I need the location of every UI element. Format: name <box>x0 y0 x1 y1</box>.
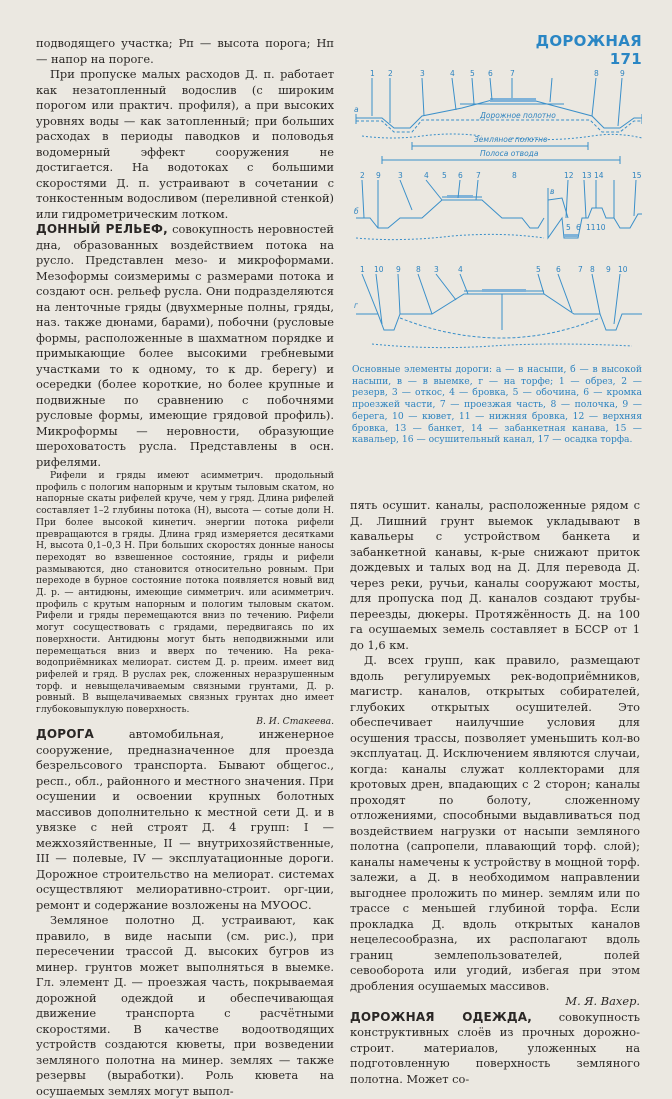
figure-b <box>356 180 544 240</box>
callout-number: 13 <box>582 171 592 180</box>
callout-number: 10 <box>596 223 606 232</box>
figure-letter: г <box>354 301 358 310</box>
label-earth-roadbed: Земляное полотно <box>474 135 548 144</box>
callout-number: 3 <box>420 69 425 78</box>
callout-number: 9 <box>606 265 611 274</box>
callout-number: 9 <box>620 69 625 78</box>
callout-number: 9 <box>376 171 381 180</box>
signature: В. И. Стакеева. <box>256 715 334 727</box>
callout-number: 2 <box>388 69 393 78</box>
entry-road-pavement <box>350 1010 640 1088</box>
callout-number: 6 <box>576 223 581 232</box>
headword: ДОРОЖНАЯ ОДЕЖДА, <box>350 1009 532 1024</box>
callout-number: 5 <box>536 265 541 274</box>
paragraph: подводящего участка; Pп — высота порога; Hп — напор на пороге. <box>36 36 334 66</box>
label-road-surface: Дорожное полотно <box>480 111 556 120</box>
callout-number: 11 <box>586 223 596 232</box>
callout-number: 10 <box>618 265 628 274</box>
callout-number: 6 <box>488 69 493 78</box>
headword: ДОННЫЙ РЕЛЬЕФ, <box>36 222 168 236</box>
figure-letter: а <box>354 105 359 114</box>
paragraph: Д. всех групп, как правило, размещают вдоль регулируемых рек-водоприёмников, магистр. каналов, открытых собирателей, глубоких открытых осушителей. Это обеспечивает наилучшие условия для осушения трассы, позволяет уменьшить кол-во эксплуатац. Д. Исключением являются случаи, когда: каналы служат коллекторами для кротовых дрен, впадающих с 2 сторон; каналы проходят по болоту, сложенному отложениями, способными выдавливаться под воздействием нагрузки от насыпи земляного полотна (сапропели, плавающий торф. слой); каналы намечены к устройству в мощной торф. залежи, а Д. в необходимом направлении выгоднее проложить по минер. землям или по трассе с меньшей глубиной торфа. Если прокладка Д. вдоль открытых каналов нецелесообразна, их располагают вдоль границ землепользователей, полей севооборота или угодий, избегая при этом дробления осушаемых массивов. <box>350 653 640 993</box>
callout-number: 2 <box>360 171 365 180</box>
road-elements-figure <box>352 68 642 358</box>
paragraph: пять осушит. каналы, расположенные рядом с Д. Лишний грунт выемок укладывают в кавальеры с устройством банкета и забанкетной канавы, к-рые снижают приток дождевых и талых вод на Д. Для перевода Д. через реки, ручьи, каналы сооружают мосты, для пропуска под Д. каналов создают трубы-переезды, дюкеры. Протяжённость Д. на 100 га осушаемых земель составляет в БССР от 1 до 1,6 км. <box>350 498 640 652</box>
paragraph: Земляное полотно Д. устраивают, как правило, в виде насыпи (см. рис.), при пересечении трассой Д. высоких бугров из минер. грунтов может выполняться в выемке. Гл. элемент Д. — проезжая часть, покрываемая дорожной одеждой и обеспечивающая движение транспорта с расчётными скоростями. В качестве водоотводящих устройств создаются кюветы, при возведении земляного полотна на минер. землях — также резервы (выработки). Роль кювета на осушаемых землях могут выпол- <box>36 913 334 1098</box>
headword: ДОРОГА <box>36 727 95 742</box>
callout-number: 7 <box>476 171 481 180</box>
callout-number: 10 <box>374 265 384 274</box>
figure-letter: б <box>354 207 359 216</box>
callout-number: 15 <box>632 171 642 180</box>
callout-number: 4 <box>458 265 463 274</box>
small-print: Рифели и гряды имеют асимметрич. продольный профиль с пологим напорным и крутым тыловым скатом, но напорные скаты рифелей круче, чем у гряд. Длина рифелей составляет 1–2 глубины потока (H), высота — сотые доли H. При более высокой кинетич. энергии потока рифели превращаются в гряды. Длина гряд измеряется десятками H, высота 0,1–0,3 H. При больших скоростях донные наносы переходят во взвешенное состояние, гряды и рифели размываются, дно становится относительно ровным. При переходе в бурное состояние потока появляется новый вид Д. р. — антидюны, имеющие симметрич. или асимметрич. профиль с крутым напорным и пологим тыловым скатом. Рифели и гряды перемещаются вниз по течению. Рифели могут сосуществовать с грядами, передвигаясь по их поверхности. Антидюны могут быть неподвижными или перемещаться вниз и вверх по течению. На река-водоприёмниках мелиорат. систем Д. р. преим. имеет вид рифелей и гряд. В руслах рек, сложенных неразрушенным торф. и невыщелачиваемым связными грунтами, Д. р. ровный. В выщелачиваемых связных грунтах дно имеет глубоковыпуклую поверхность. <box>36 470 334 716</box>
label-right-of-way: Полоса отвода <box>480 149 539 158</box>
callout-number: 8 <box>590 265 595 274</box>
entry-doroga <box>36 727 334 913</box>
entry-text: автомобильная, инженерное сооружение, предназначенное для проезда безрельсового транспорта. Бывают общегос., респ., обл., районного и местного значения. При осушении и освоении крупных болотных массивов дополнительно к местной сети Д. и в увязке с ней строят Д. 4 групп: I — межхозяйственные, II — внутрихозяйственные, III — полевые, IV — эксплуатационные дороги. Дорожное строительство на мелиорат. системах осуществляют мелиоративно-строит. орг-ции, ремонт и содержание возложены на МУООС. <box>36 727 334 912</box>
left-column <box>36 36 334 1099</box>
figure-letter: в <box>550 187 555 196</box>
entry-text: совокупность конструктивных слоёв из прочных дорожно-строит. материалов, уложенных на подготовленную поверхность земляного полотна. Может со- <box>350 1009 640 1086</box>
callout-number: 5 <box>470 69 475 78</box>
callout-number: 1 <box>370 69 375 78</box>
callout-number: 7 <box>578 265 583 274</box>
figure-d <box>356 274 642 348</box>
entry-text: совокупность неровностей дна, образованных воздействием потока на русло. Представлен мезо- и микроформами. Мезоформы соизмеримы с размерами потока и создают осн. рельеф русла. Они подразделяются на ленточные гряды (двухмерные полны, гряды, наз. также дюнами, барами), побочни (русловые формы, расположенные в шахматном порядке и примыкающие более высокими гребневыми участками то к одному, то к др. берегу) и осередки (более короткие, но более крупные и подвижные по сравнению с побочнями русловые формы, имеющие грядовой профиль). Микроформы — неровности, образующие шероховатость русла. Представлены в осн. рифелями. <box>36 222 335 469</box>
callout-number: 5 <box>442 171 447 180</box>
callout-number: 4 <box>450 69 455 78</box>
callout-number: 1 <box>360 265 365 274</box>
running-header: ДОРОЖНАЯ 171 <box>535 32 642 68</box>
callout-number: 8 <box>416 265 421 274</box>
right-column <box>350 498 640 1087</box>
callout-number: 3 <box>434 265 439 274</box>
callout-number: 7 <box>510 69 515 78</box>
callout-number: 5 <box>566 223 571 232</box>
callout-number: 6 <box>458 171 463 180</box>
callout-number: 12 <box>564 171 574 180</box>
caption-text: Основные элементы дороги: а — в насыпи, б — в высокой насыпи, в — в выемке, г — на торфе; 1 — обрез, 2 — резерв, 3 — откос, 4 — бровка, 5 — обочина, 6 — кромка проезжей части, 7 — проезжая часть, 8 — полочка, 9 — берега, 10 — кювет, 11 — нижняя бровка, 12 — верхняя бровка, 13 — банкет, 14 — забанкетная канава, 15 — кавальер, 16 — осушительный канал, 17 — осадка торфа. <box>352 364 642 446</box>
callout-number: 14 <box>594 171 604 180</box>
callout-number: 6 <box>556 265 561 274</box>
callout-number: 8 <box>594 69 599 78</box>
callout-number: 8 <box>512 171 517 180</box>
figure-caption <box>352 364 642 446</box>
callout-number: 4 <box>424 171 429 180</box>
callout-number: 9 <box>396 265 401 274</box>
paragraph: При пропуске малых расходов Д. п. работает как незатопленный водослив (с широким порогом или практич. профиля), а при высоких уровнях воды — как затопленный; при больших расходах в периоды паводков и половодья водомерный эффект сооружения не достигается. На водотоках с большими скоростями Д. п. устраивают в сочетании с тонкостенным водосливом (переливной стенкой) или гидрометрическим лотком. <box>36 67 334 221</box>
signature: М. Я. Вахер. <box>565 994 640 1008</box>
callout-number: 3 <box>398 171 403 180</box>
entry-donny-relief <box>36 222 334 470</box>
